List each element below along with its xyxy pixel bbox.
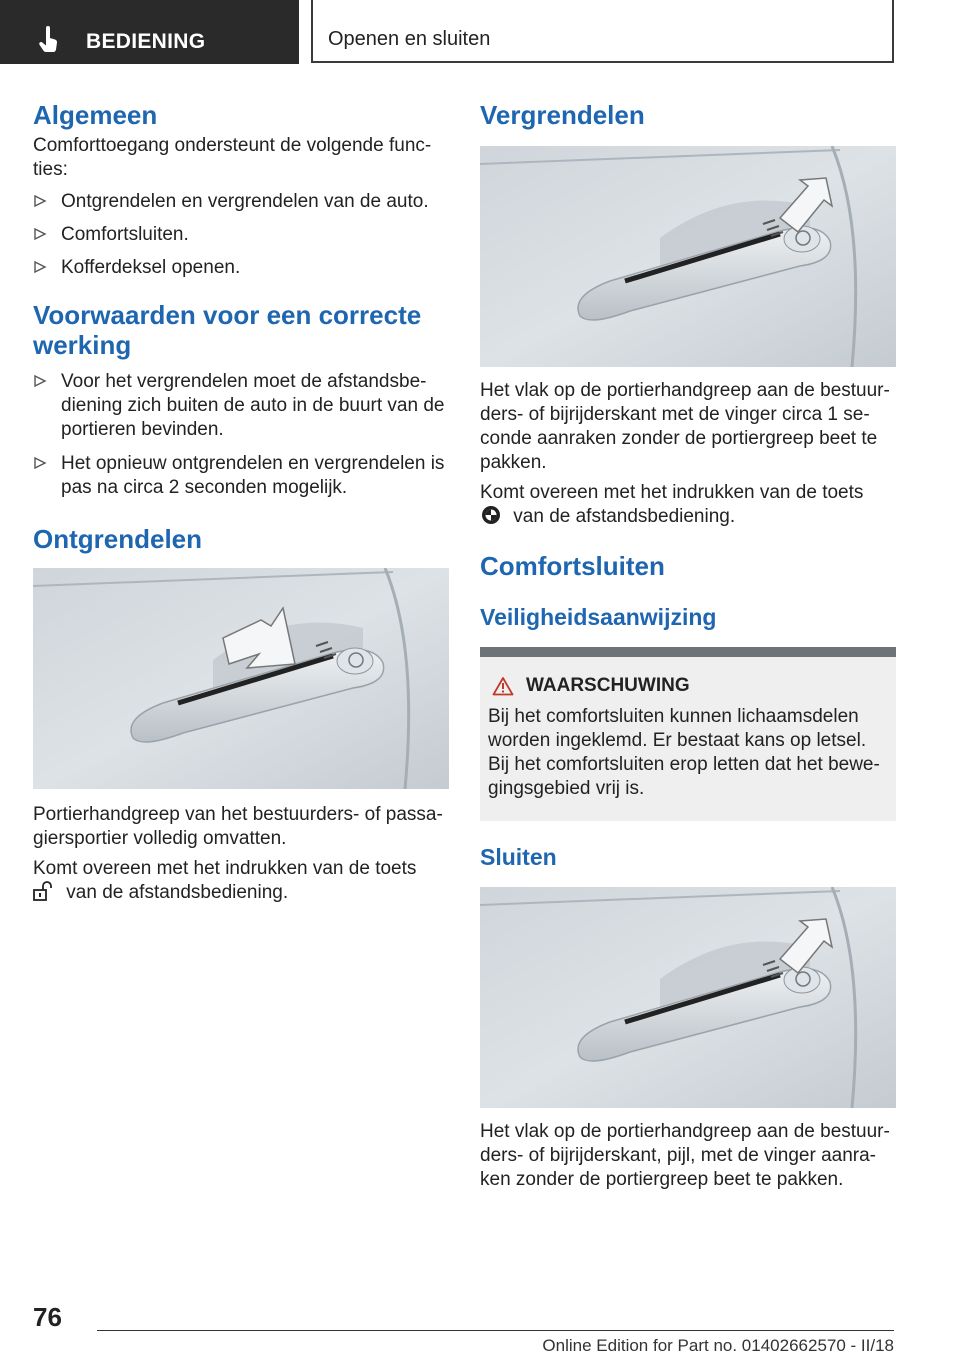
warning-title: WAARSCHUWING [488, 675, 888, 697]
door-handle-unlock-image [33, 568, 449, 789]
heading-algemeen: Algemeen [33, 100, 158, 130]
ontgrendelen-text: Portierhandgreep van het bestuurders- of passa-giersportier volledig omvatten. [33, 804, 443, 849]
heading-ontgrendelen: Ontgrendelen [33, 524, 203, 554]
heading-vergrendelen: Vergrendelen [480, 100, 645, 130]
sluiten-text: Het vlak op de portierhandgreep aan de bestuur-ders- of bijrijderskant, pijl, met de vinger aanra-ken zonder de portiergreep beet te pakken. [480, 1121, 890, 1190]
section-title: Openen en sluiten [328, 28, 491, 50]
bullet-triangle-icon [33, 260, 47, 274]
unlock-icon [33, 881, 55, 901]
warning-box [480, 657, 896, 821]
footer-edition: Online Edition for Part no. 01402662570 - II/18 [542, 1336, 894, 1355]
heading-sluiten: Sluiten [480, 844, 557, 870]
bullet-triangle-icon [33, 374, 47, 388]
algemeen-intro: Comforttoegang ondersteunt de volgende func-ties: [33, 135, 432, 180]
right-column [480, 100, 896, 1192]
footer-divider [97, 1330, 894, 1331]
heading-comfortsluiten: Comfortsluiten [480, 551, 665, 581]
list-item: Kofferdeksel openen. [33, 256, 449, 280]
bmw-logo-icon [480, 505, 502, 525]
list-item: Voor het vergrendelen moet de afstandsbe-diening zich buiten de auto in de buurt van de portieren bevinden. [33, 370, 449, 442]
list-item: Comfortsluiten. [33, 223, 449, 247]
warning-block [480, 647, 896, 821]
heading-veiligheidsaanwijzing: Veiligheidsaanwijzing [480, 604, 717, 630]
left-column [33, 100, 449, 905]
vergrendelen-key-text: Komt overeen met het indrukken van de toets van de afstandsbediening. [480, 482, 864, 527]
chapter-tab[interactable] [0, 0, 299, 64]
bullet-triangle-icon [33, 456, 47, 470]
bullet-triangle-icon [33, 194, 47, 208]
list-item: Ontgrendelen en vergrendelen van de auto. [33, 190, 449, 214]
door-handle-close-image [480, 887, 896, 1108]
bullet-triangle-icon [33, 227, 47, 241]
vergrendelen-text: Het vlak op de portierhandgreep aan de bestuur-ders- of bijrijderskant met de vinger circa 1 se-conde aanraken zonder de portiergreep beet te pakken. [480, 380, 890, 473]
door-handle-lock-image [480, 146, 896, 367]
list-item: Het opnieuw ontgrendelen en vergrendelen is pas na circa 2 seconden mogelijk. [33, 452, 449, 500]
section-title-box [311, 0, 894, 63]
page-number: 76 [33, 1302, 62, 1332]
heading-voorwaarden: Voorwaarden voor een correcte werking [33, 300, 422, 360]
algemeen-list [33, 190, 449, 280]
warning-triangle-icon [492, 676, 514, 696]
chapter-label: BEDIENING [86, 30, 206, 53]
voorwaarden-list [33, 370, 449, 500]
ontgrendelen-key-text: Komt overeen met het indrukken van de toets van de afstandsbediening. [33, 858, 417, 903]
warning-bar [480, 647, 896, 657]
hand-pointer-icon [38, 26, 62, 54]
warning-text: Bij het comfortsluiten kunnen lichaamsdelen worden ingeklemd. Er bestaat kans op letsel. Bij het comfortsluiten erop letten dat het bewe-gingsgebied vrij is. [488, 706, 880, 799]
